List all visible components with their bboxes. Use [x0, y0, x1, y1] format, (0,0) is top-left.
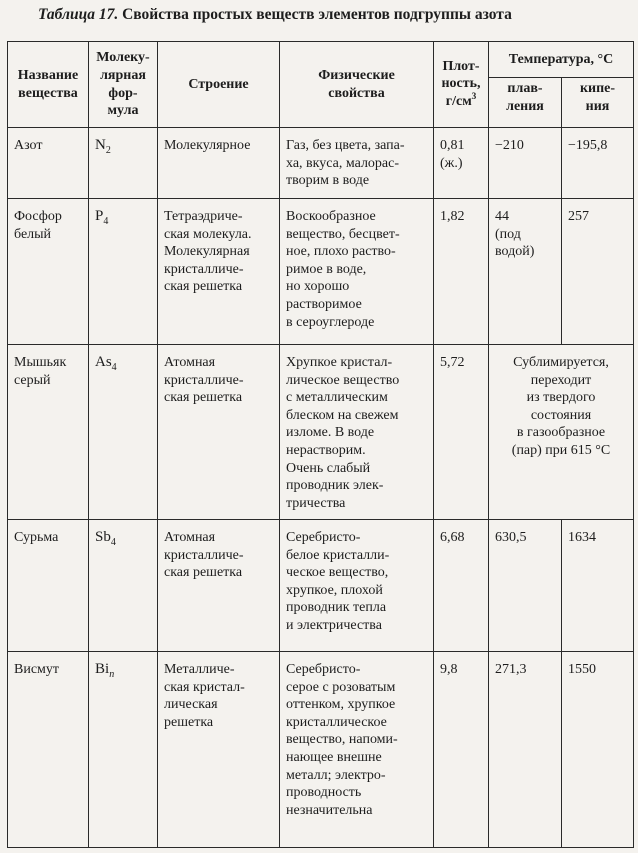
- table-row: [8, 520, 634, 652]
- cell-name: Мышьяк серый: [8, 345, 89, 520]
- header-formula: Молеку- лярная фор- мула: [89, 42, 158, 128]
- cell-melting: 630,5: [489, 520, 562, 652]
- cell-melting: 271,3: [489, 652, 562, 848]
- cell-formula: $As_4$: [89, 345, 158, 520]
- header-physical: Физические свойства: [280, 42, 434, 128]
- table-row: [8, 652, 634, 848]
- cell-structure: Тетраэдриче- ская молекула. Молекулярная кристалличе- ская решетка: [158, 199, 280, 345]
- header-density: Плот- ность, $г/см^3$: [434, 42, 489, 128]
- header-structure: Строение: [158, 42, 280, 128]
- cell-boiling: 257: [562, 199, 634, 345]
- cell-name: Азот: [8, 128, 89, 199]
- cell-melting: −210: [489, 128, 562, 199]
- cell-structure: Атомная кристалличе- ская решетка: [158, 520, 280, 652]
- caption-label: Таблица 17.: [38, 6, 119, 23]
- cell-density: 6,68: [434, 520, 489, 652]
- caption-text: Свойства простых веществ элементов подгруппы азота: [122, 6, 512, 23]
- cell-physical: Серебристо- белое кристалли- ческое вещество, хрупкое, плохой проводник тепла и электричества: [280, 520, 434, 652]
- cell-density: 5,72: [434, 345, 489, 520]
- properties-table: [7, 41, 634, 848]
- cell-structure: Атомная кристалличе- ская решетка: [158, 345, 280, 520]
- cell-density: 9,8: [434, 652, 489, 848]
- cell-structure: Металличе- ская кристал- лическая решетка: [158, 652, 280, 848]
- cell-name: Сурьма: [8, 520, 89, 652]
- cell-physical: Серебристо- серое с розоватым оттенком, хрупкое кристаллическое вещество, напоми- нающее внешне металл; электро- проводность незначительна: [280, 652, 434, 848]
- cell-boiling: 1550: [562, 652, 634, 848]
- cell-structure: Молекулярное: [158, 128, 280, 199]
- cell-boiling: −195,8: [562, 128, 634, 199]
- cell-density: 1,82: [434, 199, 489, 345]
- cell-formula: $N_2$: [89, 128, 158, 199]
- header-melting: плав- ления: [489, 78, 562, 128]
- header-name: Название вещества: [8, 42, 89, 128]
- cell-density: 0,81 (ж.): [434, 128, 489, 199]
- cell-physical: Газ, без цвета, запа- ха, вкуса, малорас- творим в воде: [280, 128, 434, 199]
- cell-formula: $Bi_n$: [89, 652, 158, 848]
- table-body: [8, 128, 634, 848]
- cell-name: Фосфор белый: [8, 199, 89, 345]
- table-row: [8, 199, 634, 345]
- cell-formula: $P_4$: [89, 199, 158, 345]
- cell-boiling: 1634: [562, 520, 634, 652]
- header-temperature: Температура, °С: [489, 42, 634, 78]
- header-boiling: кипе- ния: [562, 78, 634, 128]
- cell-name: Висмут: [8, 652, 89, 848]
- table-row: [8, 128, 634, 199]
- cell-physical: Воскообразное вещество, бесцвет- ное, плохо раство- римое в воде, но хорошо растворимое в сероуглероде: [280, 199, 434, 345]
- cell-physical: Хрупкое кристал- лическое вещество с металлическим блеском на свежем изломе. В воде нерастворим. Очень слабый проводник элек- тричества: [280, 345, 434, 520]
- cell-formula: $Sb_4$: [89, 520, 158, 652]
- table-row: [8, 345, 634, 520]
- cell-melting: 44 (под водой): [489, 199, 562, 345]
- table-caption: [38, 6, 512, 24]
- cell-temperature-merged: Сублимируется, переходит из твердого состояния в газообразное (пар) при 615 °С: [489, 345, 634, 520]
